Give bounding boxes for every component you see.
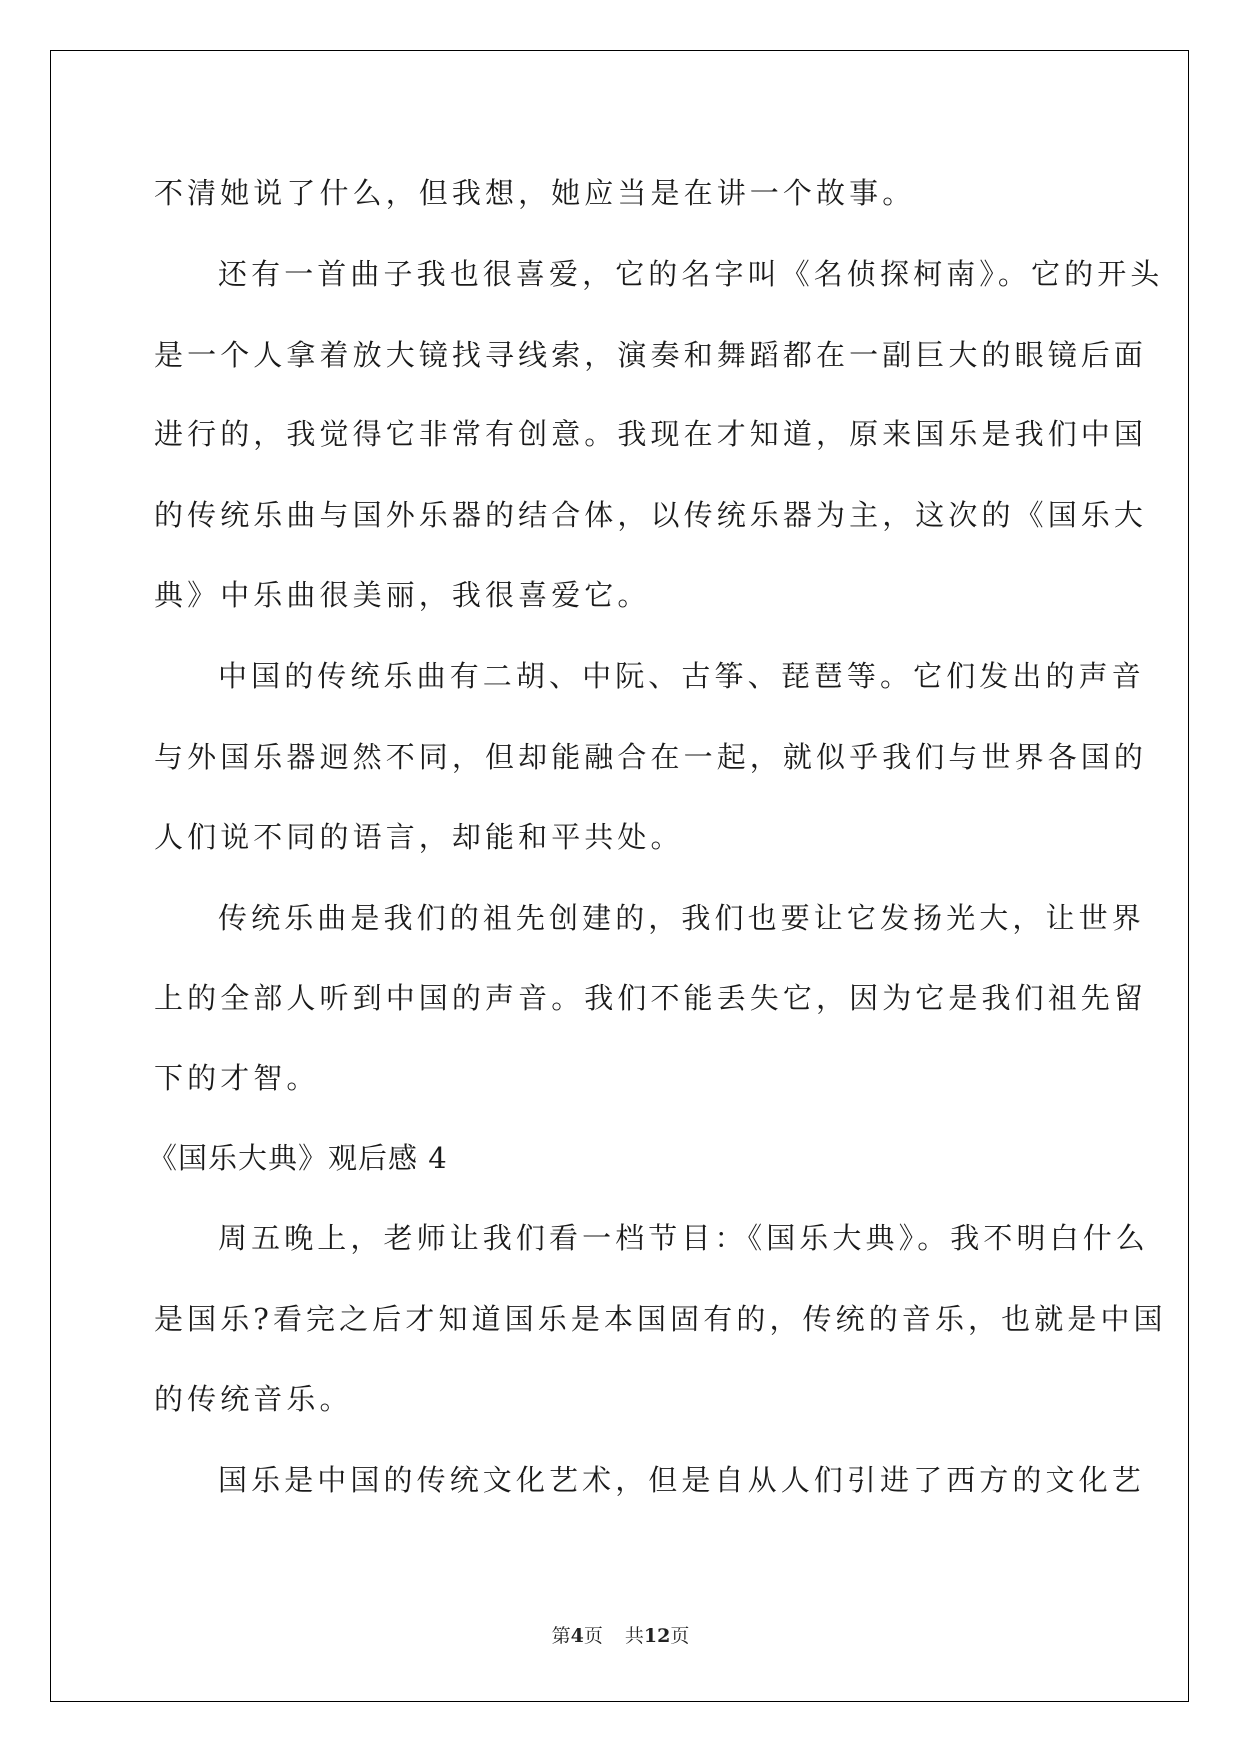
text-line: 与外国乐器迥然不同，但却能融合在一起，就似乎我们与世界各国的 — [154, 740, 1148, 774]
paragraph-first-line: 还有一首曲子我也很喜爱，它的名字叫《名侦探柯南》。它的开头 — [218, 257, 1164, 291]
page-prefix: 第 — [551, 1625, 571, 1647]
text-line: 上的全部人听到中国的声音。我们不能丢失它，因为它是我们祖先留 — [154, 981, 1148, 1015]
text-line: 是一个人拿着放大镜找寻线索，演奏和舞蹈都在一副巨大的眼镜后面 — [154, 338, 1148, 372]
section-heading: 《国乐大典》观后感 4 — [148, 1141, 448, 1175]
text-line: 人们说不同的语言，却能和平共处。 — [154, 820, 684, 854]
paragraph-first-line: 中国的传统乐曲有二胡、中阮、古筝、琵琶等。它们发出的声音 — [218, 659, 1145, 693]
text-line: 的传统音乐。 — [154, 1382, 353, 1416]
paragraph-first-line: 传统乐曲是我们的祖先创建的，我们也要让它发扬光大，让世界 — [218, 901, 1145, 935]
total-suffix: 页 — [670, 1625, 690, 1647]
text-line: 的传统乐曲与国外乐器的结合体，以传统乐器为主，这次的《国乐大 — [154, 498, 1148, 532]
page-suffix: 页 — [583, 1625, 603, 1647]
text-line: 下的才智。 — [154, 1061, 320, 1095]
total-prefix: 共 — [624, 1625, 644, 1647]
page-number: 4 — [570, 1625, 584, 1647]
text-line: 是国乐?看完之后才知道国乐是本国固有的，传统的音乐，也就是中国 — [154, 1302, 1167, 1336]
text-line: 不清她说了什么，但我想，她应当是在讲一个故事。 — [154, 176, 916, 210]
page-border — [50, 50, 1189, 1702]
paragraph-first-line: 国乐是中国的传统文化艺术，但是自从人们引进了西方的文化艺 — [218, 1463, 1145, 1497]
total-pages: 12 — [643, 1625, 671, 1647]
paragraph-first-line: 周五晚上，老师让我们看一档节目：《国乐大典》。我不明白什么 — [218, 1221, 1149, 1255]
text-line: 典》中乐曲很美丽，我很喜爱它。 — [154, 578, 651, 612]
text-line: 进行的，我觉得它非常有创意。我现在才知道，原来国乐是我们中国 — [154, 417, 1148, 451]
page-footer — [0, 1624, 1241, 1648]
